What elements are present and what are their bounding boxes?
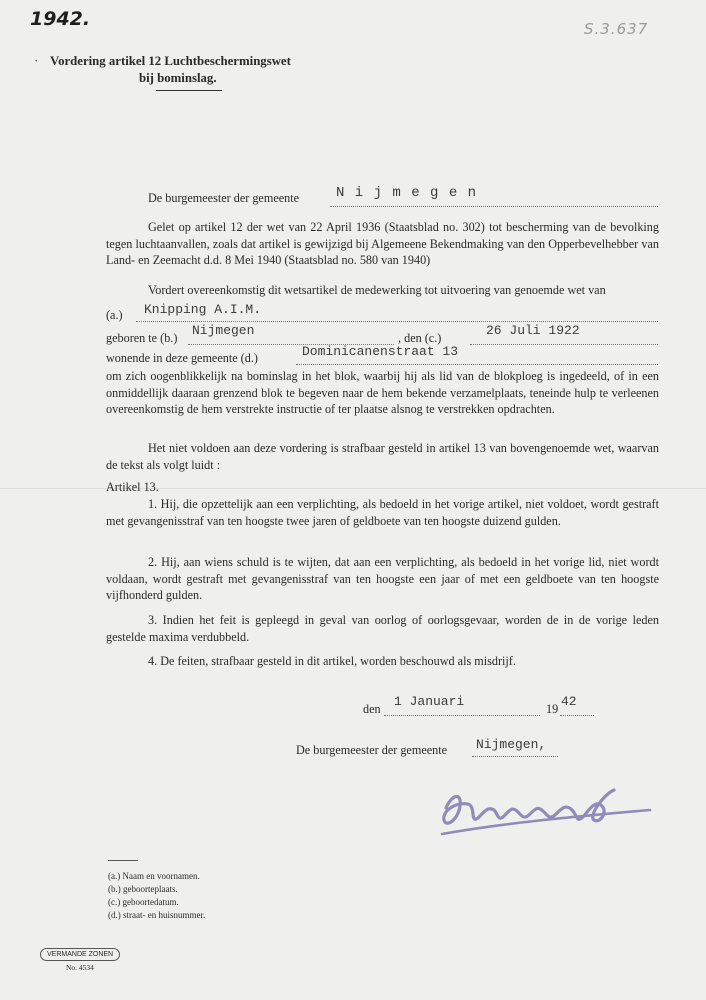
signature-gemeente-dotted-line	[472, 756, 558, 757]
article-heading: Artikel 13.	[106, 480, 159, 494]
footnote-d: (d.) straat- en huisnummer.	[108, 910, 206, 920]
birthdate-dotted-line	[470, 344, 658, 345]
address-value: Dominicanenstraat 13	[302, 344, 459, 359]
signature-gemeente: Nijmegen,	[476, 737, 547, 752]
printer-number: No. 4534	[66, 963, 94, 972]
header-bullet: ·	[34, 53, 39, 68]
name-label: (a.)	[106, 308, 123, 322]
birthplace-label: geboren te (b.)	[106, 331, 178, 345]
address-dotted-line	[296, 364, 658, 365]
signature-label: De burgemeester der gemeente	[296, 743, 448, 757]
address-label: wonende in deze gemeente (d.)	[106, 351, 258, 365]
article-clause-3: 3. Indien het feit is gepleegd in geval van oorlog of oorlogsgevaar, worden de in de vorige leden gestelde maxima verdubbeld.	[106, 613, 659, 644]
footnote-separator	[108, 860, 138, 861]
footnote-a: (a.) Naam en voornamen.	[108, 871, 200, 881]
printer-name: VERMANDE ZONEN	[40, 948, 120, 961]
year-suffix: 42	[561, 694, 577, 709]
article-clause-2: 2. Hij, aan wiens schuld is te wijten, dat aan een verplichting, als bedoeld in het vorige lid, niet wordt voldaan, wordt gestraft met gevangenisstraf van ten hoogste een jaar of met een geldboete van ten hoogste vijfhonderd gulden.	[106, 555, 659, 602]
article-clause-4: 4. De feiten, strafbaar gesteld in dit artikel, worden beschouwd als misdrijf.	[148, 654, 516, 668]
date-dotted-line	[384, 715, 540, 716]
gemeente-value: N i j m e g e n	[336, 185, 478, 201]
form-title-line1: Vordering artikel 12 Luchtbeschermingswet	[50, 54, 291, 68]
footnote-b: (b.) geboorteplaats.	[108, 884, 178, 894]
birthdate-label: , den (c.)	[398, 331, 442, 345]
title-underline	[156, 90, 222, 91]
signature	[438, 780, 653, 844]
den-label: den	[363, 702, 381, 716]
year-prefix: 19	[546, 702, 559, 716]
name-value: Knipping A.I.M.	[144, 302, 262, 317]
penalty-intro: Het niet voldoen aan deze vordering is strafbaar gesteld in artikel 13 van bovengenoemde wet, waarvan de tekst als volgt luidt :	[106, 441, 659, 472]
gemeente-dotted-line	[330, 206, 658, 207]
footnote-c: (c.) geboortedatum.	[108, 897, 179, 907]
date-value: 1 Januari	[394, 694, 465, 709]
birthplace-value: Nijmegen	[192, 323, 255, 338]
name-dotted-line	[136, 321, 658, 322]
birthdate-value: 26 Juli 1922	[486, 323, 580, 338]
vordert-line: Vordert overeenkomstig dit wetsartikel de medewerking tot uitvoering van genoemde wet van	[148, 283, 606, 297]
burgemeester-label: De burgemeester der gemeente	[148, 191, 300, 205]
handwritten-year: 1942.	[30, 8, 91, 30]
year-dotted-line	[560, 715, 594, 716]
order-paragraph: om zich oogenblikkelijk na bominslag in het blok, waarbij hij als lid van de blokploeg is ingedeeld, of in een onmiddellijk daaraan grenzend blok te begeven naar de hem bekende verzamelplaats, teneinde hulp te verleenen overeenkomstig de hem verstrekte instructie of ter plaatse alsnog te verstrekken opdrachten.	[106, 369, 659, 416]
form-title-line2: bij bominslag.	[139, 71, 217, 85]
article-clause-1: 1. Hij, die opzettelijk aan een verplichting, als bedoeld in het vorige artikel, niet voldoet, wordt gestraft met gevangenisstraf van ten hoogste twee jaren of geldboete van ten hoogste duizend gulden.	[106, 497, 659, 528]
gelet-paragraph: Gelet op artikel 12 der wet van 22 April 1936 (Staatsblad no. 302) tot bescherming van de bevolking tegen luchtaanvallen, zoals dat artikel is gewijzigd bij Algemeene Bekendmaking van den Opperbevelhebber van Land- en Zeemacht d.d. 8 Mei 1940 (Staatsblad no. 580 van 1940)	[106, 220, 659, 267]
archive-reference: S.3.637	[584, 20, 649, 38]
